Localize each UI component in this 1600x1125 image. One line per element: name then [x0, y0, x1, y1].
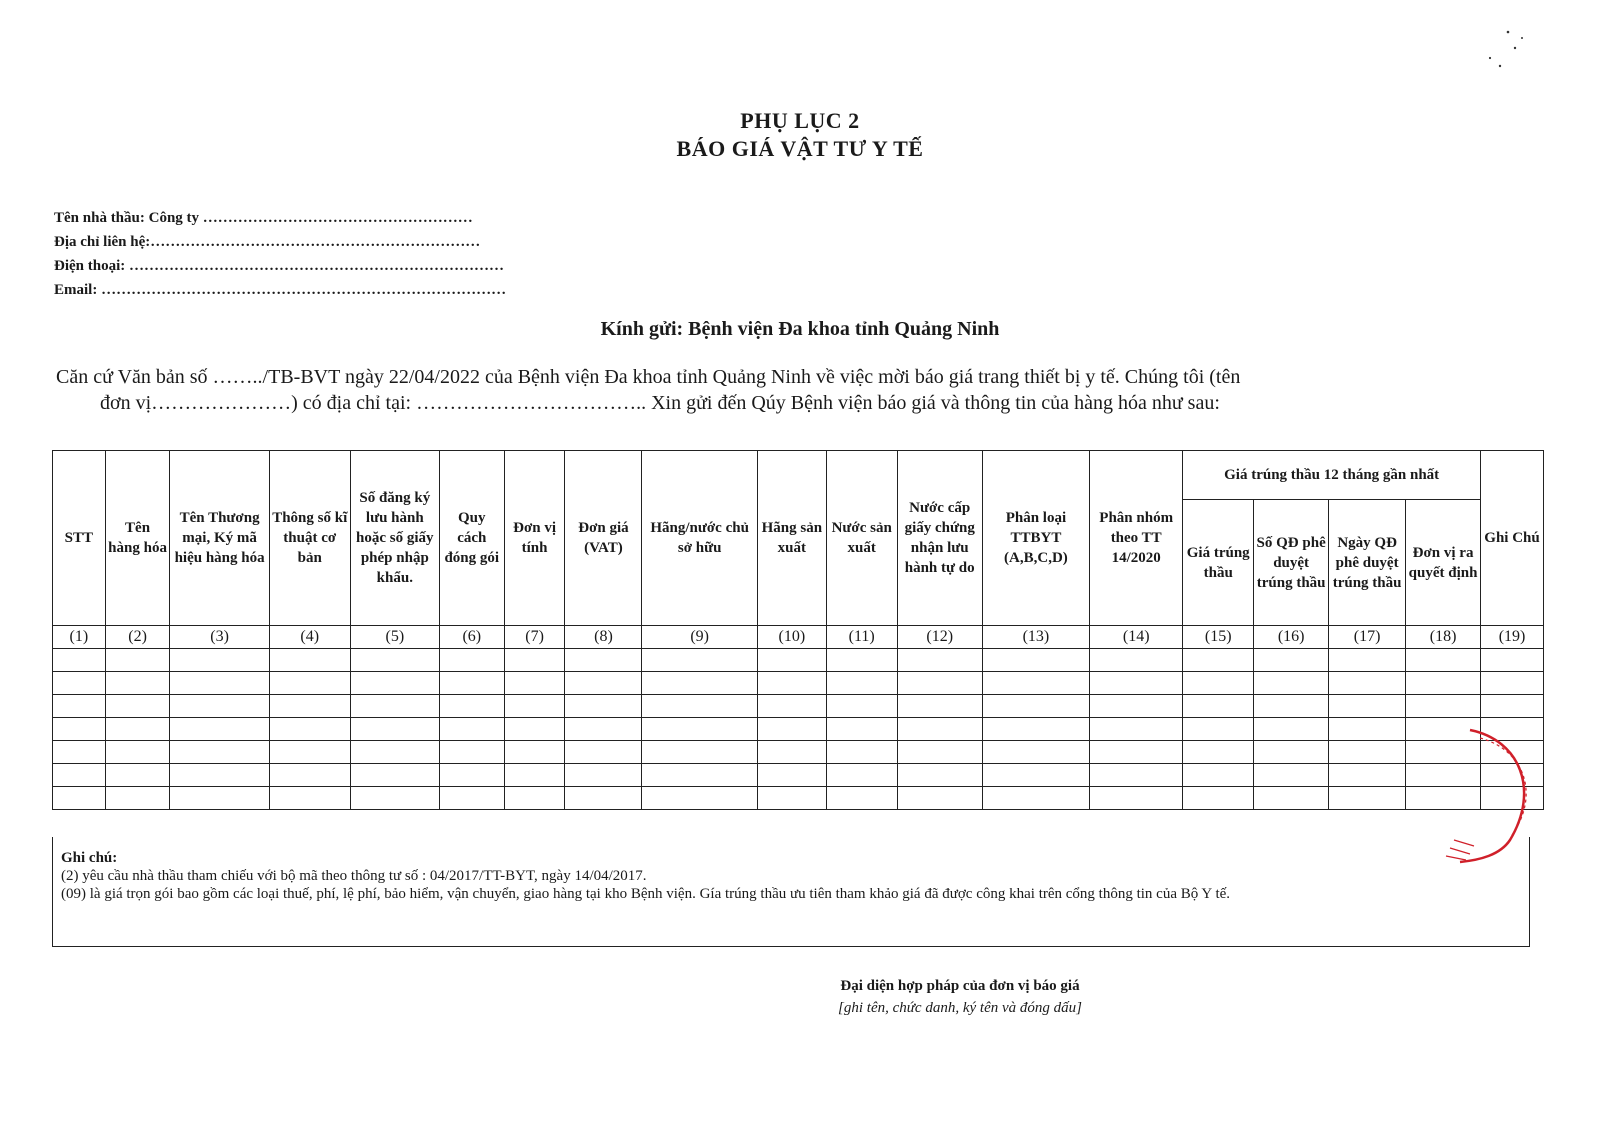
col-number: (1)	[53, 626, 106, 649]
col-number: (7)	[504, 626, 565, 649]
appendix-title: PHỤ LỤC 2	[740, 108, 860, 133]
col-number: (4)	[269, 626, 350, 649]
col-number: (17)	[1329, 626, 1406, 649]
col-header: Số đăng ký lưu hành hoặc số giấy phép nhập khẩu.	[350, 451, 439, 626]
col-header: Nước cấp giấy chứng nhận lưu hành tự do	[897, 451, 982, 626]
header-row-1	[53, 451, 1544, 500]
signature-instructions: [ghi tên, chức danh, ký tên và đóng dấu]	[838, 1000, 1082, 1016]
table-row	[53, 695, 1544, 718]
signature-title: Đại diện hợp pháp của đơn vị báo giá	[840, 978, 1080, 994]
col-number: (14)	[1090, 626, 1183, 649]
table-row	[53, 672, 1544, 695]
contractor-email-field: Email: ………………………………………………………………………	[54, 282, 507, 298]
red-stamp-mark-icon	[1440, 720, 1560, 870]
col-header: Hãng/nước chủ sở hữu	[642, 451, 757, 626]
col-header: Nước sản xuất	[826, 451, 897, 626]
col-header: Tên hàng hóa	[105, 451, 170, 626]
col-header: Tên Thương mại, Ký mã hiệu hàng hóa	[170, 451, 269, 626]
col-header: Giá trúng thầu	[1183, 500, 1254, 626]
col-header: Ghi Chú	[1481, 451, 1544, 626]
col-number: (12)	[897, 626, 982, 649]
intro-line-1: Căn cứ Văn bản số ……../TB-BVT ngày 22/04/2022 của Bệnh viện Đa khoa tỉnh Quảng Ninh về việc mời báo giá trang thiết bị y tế. Chúng tôi (tên	[56, 366, 1241, 388]
note-line-1: (2) yêu cầu nhà thầu tham chiếu với bộ mã theo thông tư số : 04/2017/TT-BYT, ngày 14/04/2017.	[61, 868, 647, 884]
col-number: (11)	[826, 626, 897, 649]
table-row	[53, 764, 1544, 787]
col-number: (16)	[1254, 626, 1329, 649]
col-number: (13)	[982, 626, 1089, 649]
col-number: (9)	[642, 626, 757, 649]
recipient-line: Kính gửi: Bệnh viện Đa khoa tỉnh Quảng Ninh	[600, 318, 1000, 340]
quotation-table	[52, 450, 1544, 810]
document-title: BÁO GIÁ VẬT TƯ Y TẾ	[676, 136, 924, 161]
col-number: (5)	[350, 626, 439, 649]
col-header: Thông số kĩ thuật cơ bản	[269, 451, 350, 626]
col-header: Ngày QĐ phê duyệt trúng thầu	[1329, 500, 1406, 626]
intro-paragraph	[56, 364, 1536, 416]
col-header: Phân nhóm theo TT 14/2020	[1090, 451, 1183, 626]
table-row	[53, 787, 1544, 810]
col-number: (15)	[1183, 626, 1254, 649]
col-header: STT	[53, 451, 106, 626]
col-header: Đơn vị ra quyết định	[1406, 500, 1481, 626]
table-row	[53, 649, 1544, 672]
col-number: (2)	[105, 626, 170, 649]
col-number: (19)	[1481, 626, 1544, 649]
col-header: Phân loại TTBYT (A,B,C,D)	[982, 451, 1089, 626]
col-number: (10)	[757, 626, 826, 649]
col-header: Đơn vị tính	[504, 451, 565, 626]
col-number: (3)	[170, 626, 269, 649]
col-header: Đơn giá (VAT)	[565, 451, 642, 626]
contractor-phone-field: Điện thoại: …………………………………………………………………	[54, 258, 504, 274]
table-row	[53, 718, 1544, 741]
col-header: Hãng sản xuất	[757, 451, 826, 626]
intro-line-2: đơn vị…………………) có địa chỉ tại: …………………………….. Xin gửi đến Qúy Bệnh viện báo giá và thông tin của hàng hóa như sau:	[100, 392, 1220, 414]
scan-specks-icon	[1470, 20, 1530, 80]
group-header-recent-awards: Giá trúng thầu 12 tháng gần nhất	[1183, 451, 1481, 500]
col-number: (6)	[439, 626, 504, 649]
notes-title: Ghi chú:	[61, 850, 118, 866]
signature-block	[0, 975, 1600, 1019]
contractor-address-field: Địa chỉ liên hệ:…………………………………………………………	[54, 234, 481, 250]
col-number: (8)	[565, 626, 642, 649]
contractor-info	[54, 206, 506, 302]
col-header: Số QĐ phê duyệt trúng thầu	[1254, 500, 1329, 626]
column-number-row	[53, 626, 1544, 649]
table-row	[53, 741, 1544, 764]
col-header: Quy cách đóng gói	[439, 451, 504, 626]
note-line-2: (09) là giá trọn gói bao gồm các loại thuế, phí, lệ phí, bảo hiểm, vận chuyển, giao hàng tại kho Bệnh viện. Gía trúng thầu ưu tiên tham khảo giá đã được công khai trên cổng thông tin của Bộ Y tế.	[61, 886, 1231, 902]
col-number: (18)	[1406, 626, 1481, 649]
notes-box	[52, 837, 1530, 947]
contractor-name-field: Tên nhà thầu: Công ty ………………………………………………	[54, 210, 473, 226]
